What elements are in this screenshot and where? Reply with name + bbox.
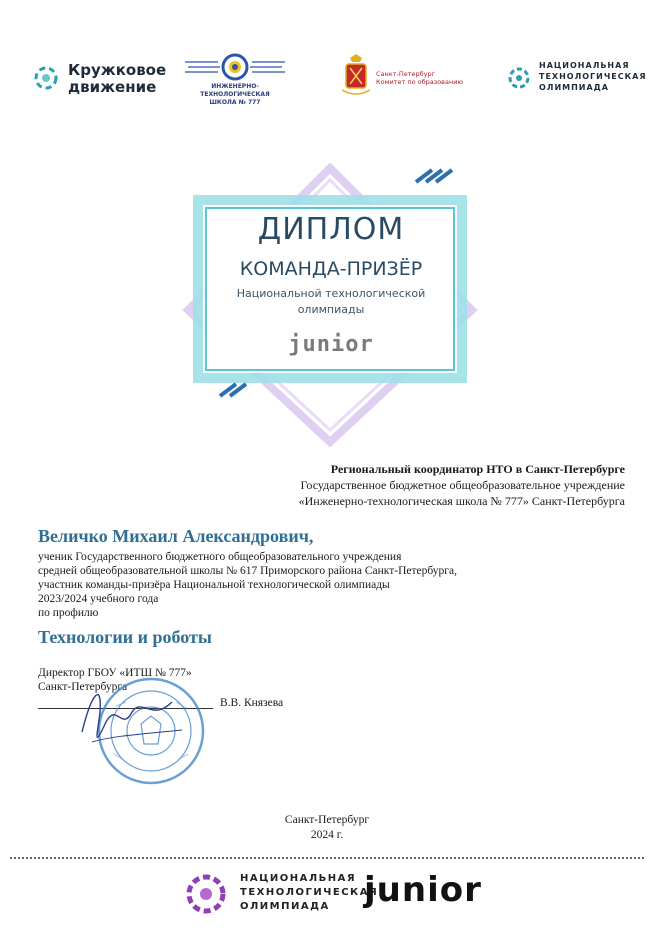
profile-name: Технологии и роботы xyxy=(38,627,212,647)
diploma-line2: олимпиады xyxy=(297,303,365,316)
logo-spb-committee xyxy=(340,52,480,102)
spb-coat-of-arms-icon xyxy=(340,52,372,96)
nto-logo-line1: НАЦИОНАЛЬНАЯ xyxy=(539,61,630,70)
place: Санкт-Петербург xyxy=(284,814,370,826)
its-logo-line2: ШКОЛА № 777 xyxy=(209,99,261,106)
coordinator-line1: Государственное бюджетное общеобразовательное учреждение xyxy=(300,478,625,492)
diploma-brand-junior: junior xyxy=(288,332,374,357)
nto-purple-ring-icon xyxy=(182,870,230,918)
kd-ring-icon xyxy=(30,62,62,94)
coordinator-title: Региональный координатор НТО в Санкт-Петербурге xyxy=(330,462,625,476)
recipient-line-1: ученик Государственного бюджетного общеобразовательного учреждения xyxy=(38,551,402,563)
nto-logo-line3: ОЛИМПИАДА xyxy=(539,83,609,92)
its-logo-line1: ИНЖЕНЕРНО-ТЕХНОЛОГИЧЕСКАЯ xyxy=(200,83,270,98)
recipient-line-5: по профилю xyxy=(38,607,99,619)
handwritten-signature-icon xyxy=(62,672,192,762)
recipient-line-4: 2023/2024 учебного года xyxy=(38,593,159,605)
diploma-subtitle: КОМАНДА-ПРИЗЁР xyxy=(239,258,423,280)
nto-logo-line2: ТЕХНОЛОГИЧЕСКАЯ xyxy=(539,72,647,81)
spb-logo-line2: Комитет по образованию xyxy=(376,78,463,86)
director-name: В.В. Князева xyxy=(220,697,284,709)
coordinator-line2: «Инженерно-технологическая школа № 777» Санкт-Петербурга xyxy=(298,494,625,508)
nto-ring-icon xyxy=(505,64,533,92)
recipient-line-3: участник команды-призёра Национальной технологической олимпиады xyxy=(38,579,390,591)
diploma-line1: Национальной технологической xyxy=(236,287,426,300)
spb-logo-line1: Санкт-Петербург xyxy=(376,70,436,78)
logo-its-777 xyxy=(180,52,290,106)
logo-nto xyxy=(505,58,647,98)
footer-nto-line3: ОЛИМПИАДА xyxy=(240,901,330,912)
recipient-name: Величко Михаил Александрович, xyxy=(38,526,314,546)
year: 2024 г. xyxy=(310,829,344,841)
footer-divider xyxy=(10,857,644,859)
director-title: Директор ГБОУ «ИТШ № 777» xyxy=(38,667,192,679)
its-emblem-icon xyxy=(180,52,290,82)
director-city: Санкт-Петербурга xyxy=(38,681,128,693)
footer-nto-line2: ТЕХНОЛОГИЧЕСКАЯ xyxy=(240,887,379,898)
kd-logo-line1: Кружковое xyxy=(68,61,167,79)
footer-nto-line1: НАЦИОНАЛЬНАЯ xyxy=(240,873,357,884)
kd-logo-line2: движение xyxy=(68,78,157,96)
footer-logo-nto-junior xyxy=(172,866,512,926)
logo-kruzhkovoe-dvizhenie xyxy=(30,60,167,100)
recipient-line-2: средней общеобразовательной школы № 617 Приморского района Санкт-Петербурга, xyxy=(38,565,457,577)
diploma-title: ДИПЛОМ xyxy=(257,212,405,247)
footer-brand-junior: junior xyxy=(364,870,482,910)
